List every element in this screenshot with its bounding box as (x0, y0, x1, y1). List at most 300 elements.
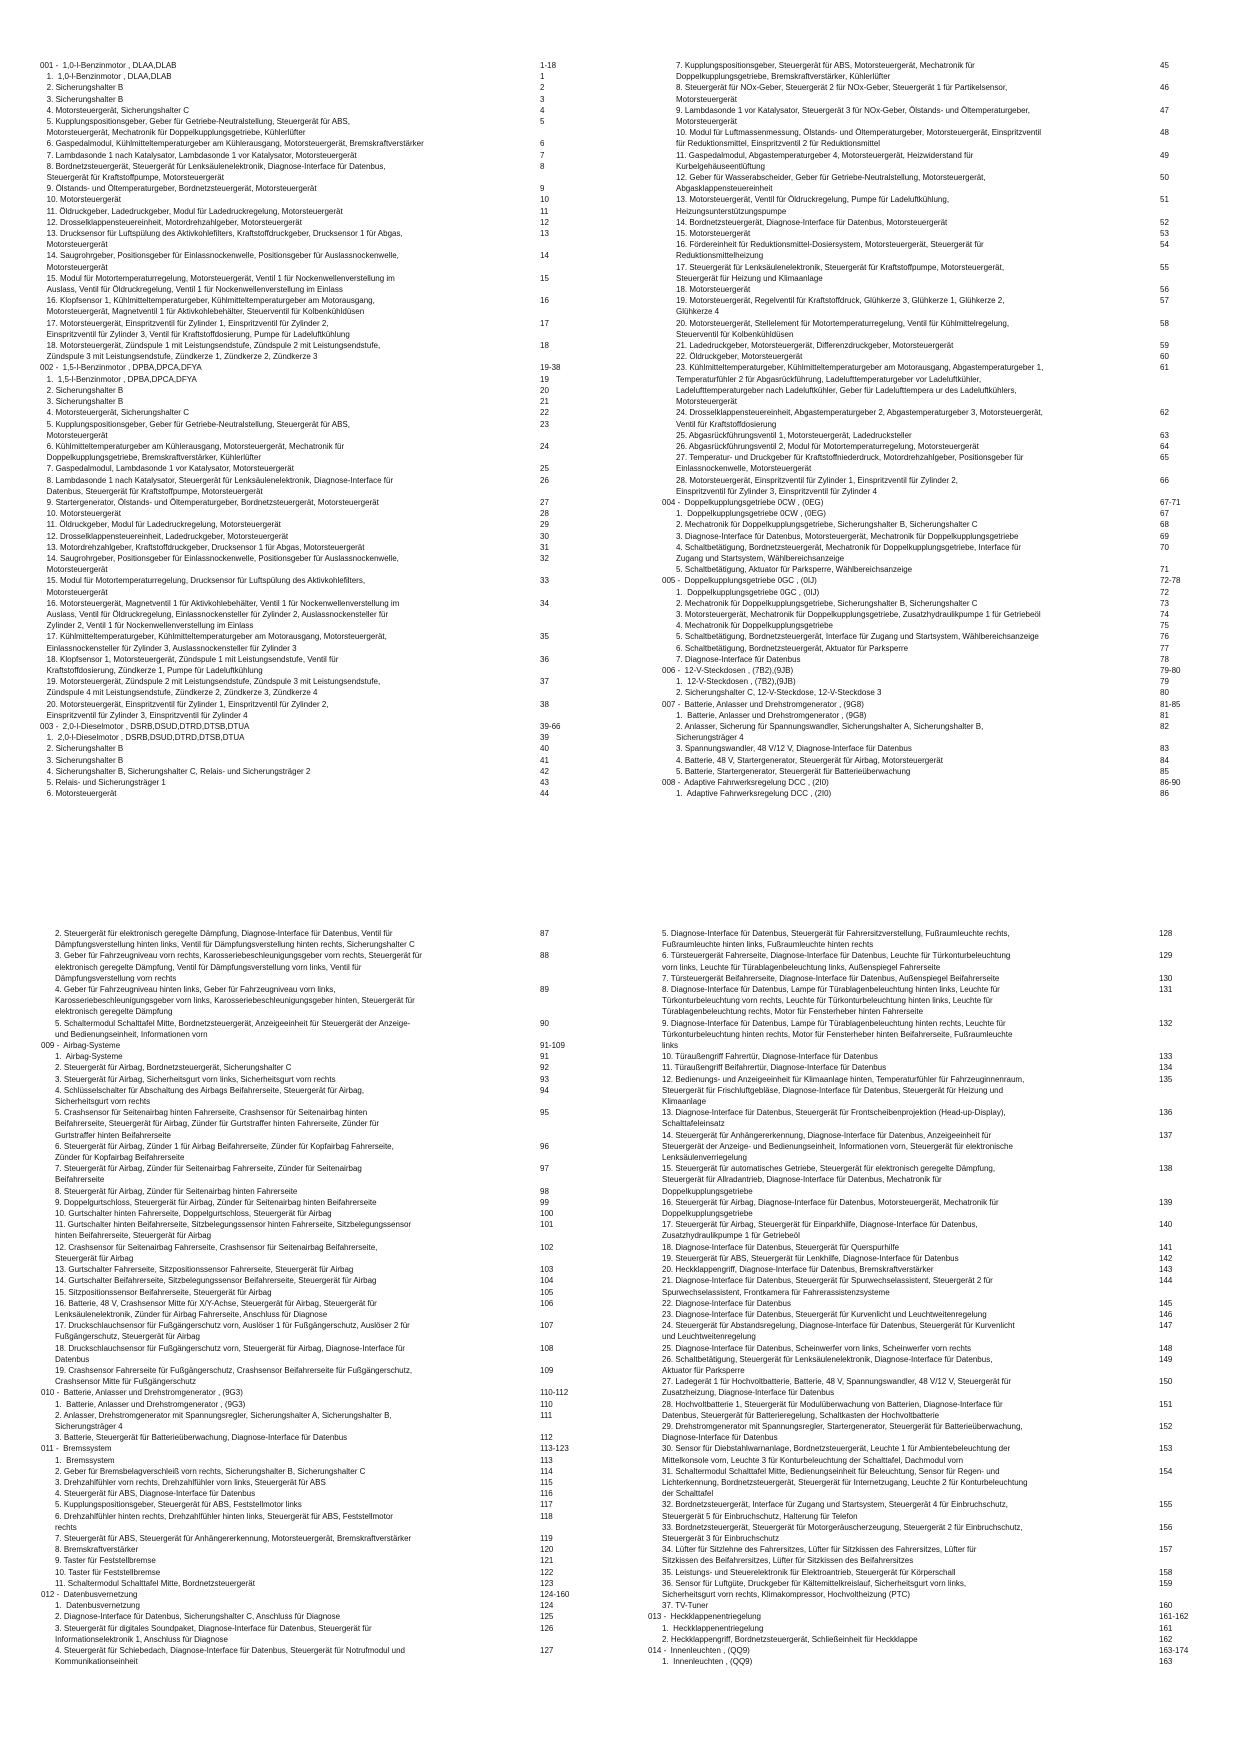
toc-entry-page: 14 (540, 251, 549, 261)
toc-entry-title: 2. Mechatronik für Doppelkupplungsgetriebe, Sicherungshalter B, Sicherungshalter C (676, 520, 978, 530)
toc-entry-page: 27 (540, 497, 549, 507)
toc-entry-page: 88 (540, 951, 549, 961)
toc-entry-page: 43 (540, 778, 549, 787)
toc-entry (662, 1623, 1201, 1634)
toc-entry-title: 2. Diagnose-Interface für Datenbus, Sicherungshalter C, Anschluss für Diagnose (55, 1612, 341, 1622)
toc-entry-page: 70 (1160, 542, 1169, 552)
toc-entry-title: 24. Steuergerät für Abstandsregelung, Diagnose-Interface für Datenbus, Steuergerät für Kurvenlicht und Leuchtweitenregelung (662, 1321, 1015, 1342)
toc-entry (676, 60, 1200, 82)
toc-entry (55, 1197, 580, 1208)
toc-entry (676, 239, 1200, 261)
toc-entry-title: 1. Datenbusvernetzung (55, 1601, 140, 1611)
toc-entry (662, 1544, 1201, 1566)
toc-entry (40, 788, 580, 799)
toc-entry (55, 1107, 580, 1141)
toc-entry-title: 3. Batterie, Steuergerät für Batterieüberwachung, Diagnose-Interface für Datenbus (55, 1433, 348, 1443)
toc-entry (662, 1298, 1201, 1309)
toc-entry (662, 699, 1200, 710)
toc-entry (40, 94, 580, 105)
toc-entry-title: 2. Geber für Bremsbelagverschleiß vorn rechts, Sicherungshalter B, Sicherungshalter C (55, 1466, 366, 1476)
toc-entry-page: 79 (1160, 677, 1169, 687)
toc-entry-page: 7 (540, 150, 545, 160)
toc-entry (55, 1511, 580, 1533)
toc-entry (40, 553, 580, 575)
toc-entry-title: 2. Steuergerät für Airbag, Bordnetzsteuergerät, Sicherungshalter C (55, 1063, 292, 1073)
toc-entry-title: 008 - Adaptive Fahrwerksregelung DCC , (2I0) (662, 778, 829, 787)
toc-entry-page: 157 (1159, 1545, 1173, 1555)
toc-entry-title: 011 - Bremssystem (41, 1444, 112, 1454)
toc-entry-title: 9. Startergenerator, Ölstands- und Öltemperaturgeber, Bordnetzsteuergerät, Motorsteuergerät (40, 497, 379, 507)
toc-entry-title: 5. Schaltbetätigung, Bordnetzsteuergerät, Interface für Zugang und Startsystem, Wählbereichsanzeige (676, 632, 1039, 642)
toc-entry (40, 463, 580, 474)
toc-entry (676, 217, 1200, 228)
toc-entry-page: 130 (1159, 973, 1173, 983)
toc-entry-page: 95 (540, 1108, 549, 1118)
toc-entry-title: 22. Diagnose-Interface für Datenbus (662, 1298, 791, 1308)
toc-entry-title: 012 - Datenbusvernetzung (41, 1589, 138, 1599)
toc-entry (662, 1309, 1201, 1320)
toc-entry-page: 162 (1159, 1634, 1173, 1644)
toc-entry-title: 004 - Doppelkupplungsgetriebe 0CW , (0EG) (662, 497, 824, 507)
toc-entry (662, 973, 1201, 984)
toc-entry-page: 90 (540, 1018, 549, 1028)
toc-entry (55, 1466, 580, 1477)
toc-entry-page: 107 (540, 1321, 554, 1331)
toc-entry-page: 72-78 (1160, 576, 1181, 586)
toc-entry-page: 139 (1159, 1197, 1173, 1207)
toc-entry-page: 40 (540, 744, 549, 754)
toc-block-top-left (40, 60, 580, 799)
toc-entry (55, 1141, 580, 1163)
toc-entry-title: 8. Bordnetzsteuergerät, Steuergerät für Lenksäulenelektronik, Diagnose-Interface für Datenbus, Steuergerät für Kraftstoffpumpe, Motorsteuergerät (46, 161, 386, 183)
toc-entry-page: 145 (1159, 1298, 1173, 1308)
toc-entry-title: 6. Motorsteuergerät (40, 789, 117, 799)
toc-entry-title: 2. Sicherungshalter C, 12-V-Steckdose, 12-V-Steckdose 3 (676, 688, 882, 698)
toc-entry-page: 30 (540, 531, 549, 541)
toc-entry-page: 29 (540, 520, 549, 530)
toc-entry (676, 407, 1200, 429)
toc-block-top-right (662, 60, 1200, 799)
toc-entry (676, 609, 1200, 620)
toc-entry (40, 362, 580, 373)
toc-entry-title: 15. Modul für Motortemperaturregelung, Motorsteuergerät, Ventil 1 für Nockenwellenverstellung im Auslass, Ventil für Öldruckregelung, Ventil 1 für Nockenwellenverstellung im Einlass (46, 273, 395, 295)
toc-entry-title: 25. Diagnose-Interface für Datenbus, Scheinwerfer vorn links, Scheinwerfer vorn rechts (662, 1343, 972, 1353)
toc-entry-page: 55 (1160, 262, 1169, 272)
toc-entry-title: 2. Sicherungshalter B (40, 385, 124, 395)
toc-entry (40, 396, 580, 407)
toc-entry-page: 75 (1160, 621, 1169, 631)
toc-entry (55, 1578, 580, 1589)
toc-entry (662, 1264, 1201, 1275)
toc-entry-title: 3. Drehzahlfühler vorn rechts, Drehzahlfühler vorn links, Steuergerät für ABS (55, 1477, 326, 1487)
toc-entry-title: 13. Drucksensor für Luftspülung des Aktivkohlefilters, Kraftstoffdruckgeber, Drucksensor 1 für Abgas, Motorsteuergerät (46, 229, 403, 250)
toc-entry-title: 37. TV-Tuner (662, 1601, 709, 1611)
toc-entry-page: 93 (540, 1074, 549, 1084)
toc-entry-title: 2. Heckklappengriff, Bordnetzsteuergerät, Schließeinheit für Heckklappe (662, 1634, 918, 1644)
toc-entry (40, 228, 580, 250)
toc-entry (676, 150, 1200, 172)
toc-entry (662, 1242, 1201, 1253)
toc-entry (662, 1443, 1201, 1465)
toc-entry-page: 33 (540, 576, 549, 586)
toc-entry-page: 41 (540, 755, 549, 765)
toc-entry-page: 156 (1159, 1522, 1173, 1532)
toc-entry-title: 19. Motorsteuergerät, Regelventil für Kraftstoffdruck, Glühkerze 3, Glühkerze 1, Glühkerze 2, Glühkerze 4 (676, 296, 1005, 317)
toc-entry-page: 10 (540, 195, 549, 205)
toc-entry-title: 4. Schaltbetätigung, Bordnetzsteuergerät, Mechatronik für Doppelkupplungsgetriebe, Interface für Zugang und Startsystem, Wählbereichsanzeige (676, 542, 1022, 563)
toc-entry-page: 54 (1160, 240, 1169, 250)
toc-entry (662, 950, 1201, 972)
toc-entry (55, 1600, 580, 1611)
toc-entry (676, 755, 1200, 766)
toc-entry-page: 132 (1159, 1018, 1173, 1028)
toc-entry-page: 106 (540, 1298, 554, 1308)
toc-entry-page: 89 (540, 985, 549, 995)
toc-entry-title: 1. Adaptive Fahrwerksregelung DCC , (2I0) (676, 789, 832, 799)
toc-entry (676, 508, 1200, 519)
toc-entry (662, 1130, 1201, 1164)
toc-entry-title: 14. Saugrohrgeber, Positionsgeber für Einlassnockenwelle, Positionsgeber für Auslassnockenwelle, Motorsteuergerät (46, 251, 399, 272)
toc-entry (55, 1410, 580, 1432)
toc-entry-page: 159 (1159, 1578, 1173, 1588)
toc-entry (676, 564, 1200, 575)
toc-entry (55, 1488, 580, 1499)
toc-entry-title: 21. Diagnose-Interface für Datenbus, Steuergerät für Spurwechselassistent, Steuergerät 2 für Spurwechselassistent, Frontkamera für Fahrerassistenzsysteme (662, 1276, 993, 1297)
toc-entry-title: 15. Sitzpositionssensor Beifahrerseite, Steuergerät für Airbag (55, 1287, 272, 1297)
toc-entry (40, 419, 580, 441)
toc-entry-title: 5. Schaltermodul Schalttafel Mitte, Bordnetzsteuergerät, Anzeigeeinheit für Steuergerät der Anzeige- und Bedienungseinheit, Informationen vorn (55, 1018, 411, 1039)
toc-entry-page: 105 (540, 1287, 554, 1297)
toc-entry-page: 32 (540, 553, 549, 563)
toc-entry (662, 1107, 1201, 1129)
toc-entry-page: 81-85 (1160, 699, 1181, 709)
toc-entry-page: 21 (540, 397, 549, 407)
toc-entry-page: 69 (1160, 531, 1169, 541)
toc-entry-page: 129 (1159, 951, 1173, 961)
toc-entry-title: 16. Steuergerät für Airbag, Diagnose-Interface für Datenbus, Motorsteuergerät, Mechatronik für Doppelkupplungsgetriebe (662, 1197, 999, 1219)
toc-entry-page: 42 (540, 766, 549, 776)
toc-entry-title: 013 - Heckklappenentriegelung (648, 1612, 761, 1622)
toc-entry-page: 28 (540, 509, 549, 519)
toc-entry-page: 53 (1160, 229, 1169, 239)
toc-entry-page: 101 (540, 1220, 554, 1230)
toc-entry-title: 18. Motorsteuergerät (676, 285, 751, 295)
toc-entry-page: 81 (1160, 710, 1169, 720)
toc-entry-page: 83 (1160, 744, 1169, 754)
toc-entry-title: 1. Heckklappenentriegelung (662, 1623, 764, 1633)
toc-entry (55, 1186, 580, 1197)
toc-entry (662, 1051, 1201, 1062)
toc-entry (40, 542, 580, 553)
toc-entry-title: 1. 1,5-l-Benzinmotor , DPBA,DPCA,DFYA (40, 374, 197, 384)
toc-entry (676, 631, 1200, 642)
toc-entry (662, 1018, 1201, 1052)
toc-entry-page: 22 (540, 408, 549, 418)
toc-entry (676, 430, 1200, 441)
toc-entry-title: 5. Kupplungspositionsgeber, Geber für Getriebe-Neutralstellung, Steuergerät für ABS, Motorsteuergerät, Mechatronik für Doppelkupplungsgetriebe, Kühlerlüfter (46, 117, 350, 138)
toc-entry-title: 5. Batterie, Startergenerator, Steuergerät für Batterieüberwachung (676, 766, 911, 776)
toc-entry-title: 2. Anlasser, Sicherung für Spannungswandler, Sicherungshalter A, Sicherungshalter B, Sicherungsträger 4 (676, 721, 984, 743)
toc-entry-title: 18. Diagnose-Interface für Datenbus, Steuergerät für Querspurhilfe (662, 1242, 900, 1252)
toc-entry-page: 23 (540, 419, 549, 429)
toc-entry-page: 84 (1160, 755, 1169, 765)
toc-entry-page: 111 (540, 1410, 553, 1420)
toc-entry-title: 4. Geber für Fahrzeugniveau hinten links, Geber für Fahrzeugniveau vorn links, Karosseriebeschleunigungsgeber vorn links, Karosseriebeschleunigungsgeber hinten, Steuergerät für elektronisch geregelte Dämpfung (55, 985, 415, 1017)
toc-entry-title: 12. Geber für Wasserabscheider, Geber für Getriebe-Neutralstellung, Motorsteuergerät, Abgasklappensteuereinheit (676, 173, 986, 194)
toc-entry-page: 128 (1159, 929, 1173, 938)
toc-entry-title: 4. Steuergerät für Schiebedach, Diagnose-Interface für Datenbus, Steuergerät für Notrufmodul und Kommunikationseinheit (55, 1646, 405, 1667)
toc-entry (662, 1466, 1201, 1500)
toc-entry-title: 6. Kühlmitteltemperaturgeber am Kühlerausgang, Motorsteuergerät, Mechatronik für Doppelkupplungsgetriebe, Bremskraftverstärker, Kühlerlüfter (46, 441, 345, 463)
toc-entry-title: 13. Gurtschalter Fahrerseite, Sitzpositionssensor Fahrerseite, Steuergerät für Airbag (55, 1265, 354, 1275)
toc-entry (55, 1085, 580, 1107)
toc-entry (40, 318, 580, 340)
toc-entry-page: 3 (540, 94, 545, 104)
toc-entry-page: 117 (540, 1500, 553, 1510)
toc-entry-page: 100 (540, 1209, 554, 1219)
toc-entry-page: 13 (540, 229, 549, 239)
toc-entry-title: 35. Leistungs- und Steuerelektronik für Elektroantrieb, Steuergerät für Körperschall (662, 1567, 956, 1577)
toc-entry-title: 11. Gaspedalmodul, Abgastemperaturgeber 4, Motorsteuergerät, Heizwiderstand für Kurbelgehäuseentlüftung (676, 150, 974, 171)
toc-entry-page: 151 (1159, 1399, 1173, 1409)
toc-entry-title: 1. 2,0-l-Dieselmotor , DSRB,DSUD,DTRD,DTSB,DTUA (40, 733, 245, 743)
toc-entry-page: 109 (540, 1365, 554, 1375)
toc-entry-title: 7. Türsteuergerät Beifahrerseite, Diagnose-Interface für Datenbus, Außenspiegel Beifahrerseite (662, 973, 1000, 983)
toc-entry (40, 273, 580, 295)
toc-entry-title: 6. Gaspedalmodul, Kühlmitteltemperaturgeber am Kühlerausgang, Motorsteuergerät, Bremskraftverstärker (40, 139, 424, 149)
toc-entry (55, 1320, 580, 1342)
toc-entry-title: 4. Sicherungshalter B, Sicherungshalter C, Relais- und Sicherungsträger 2 (40, 766, 311, 776)
toc-entry (40, 508, 580, 519)
toc-entry (41, 1589, 580, 1600)
toc-entry (676, 127, 1200, 149)
toc-entry (40, 475, 580, 497)
toc-entry-page: 115 (540, 1477, 553, 1487)
toc-entry (55, 1567, 580, 1578)
toc-entry-page: 59 (1160, 341, 1169, 351)
toc-entry-title: 19. Motorsteuergerät, Zündspule 2 mit Leistungsendstufe, Zündspule 3 mit Leistungsendstufe, Zündspule 4 mit Leistungsendstufe, Zündkerze 2, Zündkerze 3, Zündkerze 4 (46, 677, 381, 698)
toc-entry-title: 3. Spannungswandler, 48 V/12 V, Diagnose-Interface für Datenbus (676, 744, 912, 754)
toc-entry-page: 116 (540, 1489, 553, 1499)
toc-entry-page: 25 (540, 464, 549, 474)
toc-entry-title: 29. Drehstromgenerator mit Spannungsregler, Startergenerator, Steuergerät für Batterieüberwachung, Diagnose-Interface für Datenbus (662, 1421, 1023, 1443)
toc-entry-title: 19. Crashsensor Fahrerseite für Fußgängerschutz, Crashsensor Beifahrerseite für Fußgängerschutz, Crashsensor Mitte für Fußgängerschutz (55, 1365, 413, 1387)
toc-entry (55, 1623, 580, 1645)
toc-entry-title: 2. Anlasser, Drehstromgenerator mit Spannungsregler, Sicherungshalter A, Sicherungshalter B, Sicherungsträger 4 (55, 1410, 392, 1431)
toc-entry-title: 5. Kupplungspositionsgeber, Geber für Getriebe-Neutralstellung, Steuergerät für ABS, Motorsteuergerät (46, 419, 350, 440)
toc-entry (676, 362, 1200, 407)
toc-entry (40, 250, 580, 272)
toc-entry-title: 18. Klopfsensor 1, Motorsteuergerät, Zündspule 1 mit Leistungsendstufe, Ventil für Kraftstoffdosierung, Zündkerze 1, Pumpe für Ladeluftkühlung (46, 654, 339, 675)
toc-entry-page: 82 (1160, 721, 1169, 731)
toc-entry-title: 20. Heckklappengriff, Diagnose-Interface für Datenbus, Bremskraftverstärker (662, 1265, 934, 1275)
toc-entry-page: 147 (1159, 1321, 1173, 1331)
toc-entry-title: 6. Steuergerät für Airbag, Zünder 1 für Airbag Beifahrerseite, Zünder für Kopfairbag Fahrerseite, Zünder für Kopfairbag Beifahrerseite (55, 1141, 394, 1163)
toc-entry-title: 014 - Innenleuchten , (QQ9) (648, 1646, 750, 1655)
toc-entry-title: 16. Fördereinheit für Reduktionsmittel-Dosiersystem, Motorsteuergerät, Steuergerät für Reduktionsmittelheizung (676, 240, 984, 261)
toc-entry (55, 1018, 580, 1040)
toc-entry-page: 113-123 (540, 1444, 569, 1454)
toc-entry-title: 10. Motorsteuergerät (40, 195, 121, 205)
toc-entry-page: 19 (540, 374, 549, 384)
toc-entry (55, 1219, 580, 1241)
toc-entry-title: 3. Steuergerät für digitales Soundpaket, Diagnose-Interface für Datenbus, Steuergerät für Informationselektronik 1, Anschluss für Diagnose (55, 1623, 372, 1644)
toc-entry-title: 34. Lüfter für Sitzlehne des Fahrersitzes, Lüfter für Sitzkissen des Fahrersitzes, Lüfter für Sitzkissen des Beifahrersitzes, Lüfter für Sitzkissen des Beifahrersitzes (662, 1545, 977, 1566)
toc-entry-title: 30. Sensor für Diebstahlwarnanlage, Bordnetzsteuergerät, Leuchte 1 für Ambientebeleuchtung der Mittelkonsole vorn, Leuchte 3 für Konturbeleuchtung der Schalttafel, Dachmodul vorn (662, 1444, 1011, 1465)
toc-entry-title: 005 - Doppelkupplungsgetriebe 0GC , (0IJ) (662, 576, 817, 586)
toc-entry (662, 1376, 1201, 1398)
toc-entry-title: 009 - Airbag-Systeme (41, 1041, 121, 1051)
toc-entry-page: 99 (540, 1197, 549, 1207)
toc-entry (40, 206, 580, 217)
toc-entry (676, 284, 1200, 295)
toc-entry-page: 47 (1160, 105, 1169, 115)
toc-entry (662, 1634, 1201, 1645)
toc-entry-title: 16. Batterie, 48 V, Crashsensor Mitte für X/Y-Achse, Steuergerät für Airbag, Steuergerät für Lenksäulenelektronik, Zünder für Airbag Fahrerseite, Anschluss für Diagnose (55, 1298, 377, 1319)
toc-entry-page: 110-112 (540, 1388, 569, 1398)
toc-entry (55, 984, 580, 1018)
toc-entry-page: 91 (540, 1052, 549, 1062)
toc-entry-title: 10. Taster für Feststellbremse (55, 1567, 161, 1577)
toc-entry-title: 1. Doppelkupplungsgetriebe 0CW , (0EG) (676, 509, 826, 519)
toc-entry-title: 20. Motorsteuergerät, Einspritzventil für Zylinder 1, Einspritzventil für Zylinder 2, Einspritzventil für Zylinder 3, Einspritzventil für Zylinder 4 (46, 699, 329, 720)
toc-entry (55, 1062, 580, 1073)
toc-entry-title: 007 - Batterie, Anlasser und Drehstromgenerator , (9G8) (662, 699, 864, 709)
toc-entry-page: 35 (540, 632, 549, 642)
toc-entry-title: 2. Sicherungshalter B (40, 83, 124, 93)
toc-entry (40, 575, 580, 597)
toc-entry (40, 116, 580, 138)
toc-entry-title: 17. Druckschlauchsensor für Fußgängerschutz vorn, Auslöser 1 für Fußgängerschutz, Auslöser 2 für Fußgängerschutz, Steuergerät für Airbag (55, 1321, 410, 1342)
toc-entry-page: 161 (1159, 1623, 1173, 1633)
toc-entry-title: 13. Motorsteuergerät, Ventil für Öldruckregelung, Pumpe für Ladeluftkühlung, Heizungsunterstützungspumpe (676, 195, 950, 216)
toc-entry-title: 8. Steuergerät für NOx-Geber, Steuergerät 2 für NOx-Geber, Steuergerät 1 für Partikelsensor, Motorsteuergerät (676, 83, 1008, 104)
toc-entry-page: 118 (540, 1511, 553, 1521)
toc-entry (676, 441, 1200, 452)
toc-entry (662, 1062, 1201, 1073)
toc-entry-page: 114 (540, 1466, 553, 1476)
toc-block-bottom-left (41, 928, 580, 1667)
toc-entry-title: 9. Doppelgurtschloss, Steuergerät für Airbag, Zünder für Seitenairbag hinten Beifahrerseite (55, 1197, 377, 1207)
toc-entry-title: 5. Kupplungspositionsgeber, Steuergerät für ABS, Feststellmotor links (55, 1500, 302, 1510)
toc-entry-title: 25. Abgasrückführungsventil 1, Motorsteuergerät, Ladedrucksteller (676, 430, 912, 440)
toc-entry (55, 1499, 580, 1510)
toc-entry-page: 124-160 (540, 1589, 570, 1599)
toc-entry-title: 010 - Batterie, Anlasser und Drehstromgenerator , (9G3) (41, 1388, 243, 1398)
toc-entry-page: 122 (540, 1567, 554, 1577)
toc-entry-title: 10. Gurtschalter hinten Fahrerseite, Doppelgurtschloss, Steuergerät für Airbag (55, 1209, 332, 1219)
toc-entry (676, 340, 1200, 351)
toc-entry (662, 1499, 1201, 1521)
toc-entry-title: 3. Diagnose-Interface für Datenbus, Motorsteuergerät, Mechatronik für Doppelkupplungsgetriebe (676, 531, 1019, 541)
toc-entry-page: 45 (1160, 61, 1169, 70)
toc-entry-page: 36 (540, 654, 549, 664)
toc-entry-title: 16. Motorsteuergerät, Magnetventil 1 für Aktivkohlebehälter, Ventil 1 für Nockenwellenverstellung im Auslass, Ventil für Öldruckregelung, Einlassnockensteller für Zylinder 2, Auslassnockensteller für Zylinder 2, Ventil 1 für Nockenwellenverstellung im Einlass (46, 598, 400, 631)
toc-entry-title: 15. Steuergerät für automatisches Getriebe, Steuergerät für elektronisch geregelte Dämpfung, Steuergerät für Allradantrieb, Diagnose-Interface für Datenbus, Mechatronik für Doppelkupplungsgetriebe (662, 1164, 996, 1196)
toc-entry-title: 3. Sicherungshalter B (40, 397, 124, 407)
toc-entry-page: 126 (540, 1623, 554, 1633)
toc-entry-page: 39-66 (540, 721, 561, 731)
toc-entry (676, 788, 1200, 799)
toc-entry (676, 262, 1200, 284)
toc-entry (55, 1242, 580, 1264)
toc-entry (676, 542, 1200, 564)
toc-entry-page: 15 (540, 273, 549, 283)
toc-entry-title: 7. Steuergerät für Airbag, Zünder für Seitenairbag Fahrerseite, Zünder für Seitenairbag Beifahrerseite (55, 1164, 362, 1185)
toc-entry-title: 15. Motorsteuergerät (676, 229, 751, 239)
toc-entry-page: 2 (540, 83, 545, 93)
toc-entry (55, 1555, 580, 1566)
toc-entry (662, 497, 1200, 508)
toc-entry (662, 1354, 1201, 1376)
toc-entry-page: 154 (1159, 1466, 1173, 1476)
toc-entry (40, 732, 580, 743)
toc-entry-page: 119 (540, 1533, 553, 1543)
toc-entry-page: 96 (540, 1141, 549, 1151)
toc-entry-title: 8. Diagnose-Interface für Datenbus, Lampe für Türablagenbeleuchtung hinten links, Leuchte für Türkonturbeleuchtung vorn rechts, Leuchte für Türkonturbeleuchtung hinten links, Leuchte für Türablagenbeleuchtung rechts, Motor für Fensterheber hinten Fahrerseite (662, 985, 1000, 1017)
toc-entry-page: 85 (1160, 766, 1169, 776)
toc-entry (676, 643, 1200, 654)
toc-entry-title: 13. Diagnose-Interface für Datenbus, Steuergerät für Frontscheibenprojektion (Head-up-Display), Schalttafeleinsatz (662, 1108, 1006, 1129)
toc-entry-page: 19-38 (540, 363, 561, 373)
toc-entry-title: 1. Innenleuchten , (QQ9) (662, 1657, 753, 1667)
toc-entry (40, 531, 580, 542)
toc-entry (55, 1287, 580, 1298)
toc-entry (40, 105, 580, 116)
toc-entry-title: 11. Schaltermodul Schalttafel Mitte, Bordnetzsteuergerät (55, 1578, 255, 1588)
toc-entry-title: 28. Hochvoltbatterie 1, Steuergerät für Modulüberwachung von Batterien, Diagnose-Interface für Datenbus, Steuergerät für Batterieregelung, Schaltkasten der Hochvoltbatterie (662, 1399, 1003, 1420)
toc-entry (40, 161, 580, 183)
toc-entry-page: 152 (1159, 1421, 1173, 1431)
toc-entry (662, 1421, 1201, 1443)
toc-entry-title: 3. Geber für Fahrzeugniveau vorn rechts, Karosseriebeschleunigungsgeber vorn rechts, Steuergerät für elektronisch geregelte Dämpfung, Ventil für Dämpfungsverstellung vorn links, Ventil für Dämpfungsverstellung vorn rechts (55, 951, 422, 983)
toc-entry-page: 80 (1160, 688, 1169, 698)
toc-entry-page: 148 (1159, 1343, 1173, 1353)
toc-entry-title: 9. Taster für Feststellbremse (55, 1556, 156, 1566)
toc-entry-title: 2. Sicherungshalter B (40, 744, 124, 754)
toc-entry-page: 62 (1160, 408, 1169, 418)
toc-entry-page: 20 (540, 385, 549, 395)
toc-entry (40, 676, 580, 698)
toc-entry (40, 631, 580, 653)
toc-entry (55, 1365, 580, 1387)
toc-entry-title: 4. Batterie, 48 V, Startergenerator, Steuergerät für Airbag, Motorsteuergerät (676, 755, 943, 765)
toc-entry-title: 10. Motorsteuergerät (40, 509, 121, 519)
toc-entry-page: 125 (540, 1612, 554, 1622)
toc-entry (676, 228, 1200, 239)
toc-entry-page: 86 (1160, 789, 1169, 799)
toc-entry-page: 6 (540, 139, 545, 149)
toc-entry-page: 135 (1159, 1074, 1173, 1084)
toc-entry-page: 113 (540, 1455, 553, 1465)
toc-entry (41, 1387, 580, 1398)
toc-entry-title: 11. Öldruckgeber, Modul für Ladedruckregelung, Motorsteuergerät (40, 520, 281, 530)
toc-entry-page: 141 (1159, 1242, 1173, 1252)
toc-entry (40, 340, 580, 362)
toc-entry-page: 143 (1159, 1265, 1173, 1275)
toc-entry (676, 710, 1200, 721)
toc-entry (676, 452, 1200, 474)
toc-entry-page: 37 (540, 677, 549, 687)
toc-entry-title: 17. Kühlmitteltemperaturgeber, Kühlmitteltemperaturgeber am Motorausgang, Motorsteuergerät, Einlassnockensteller für Zylinder 3, Auslassnockensteller für Zylinder 3 (46, 632, 387, 653)
toc-entry (40, 755, 580, 766)
toc-entry-page: 146 (1159, 1309, 1173, 1319)
toc-entry (662, 665, 1200, 676)
toc-entry (662, 1567, 1201, 1578)
toc-entry-title: 17. Steuergerät für Airbag, Steuergerät für Einparkhilfe, Diagnose-Interface für Datenbus, Zusatzhydraulikpumpe 1 für Getriebeöl (662, 1220, 978, 1241)
toc-entry-title: 14. Steuergerät für Anhängererkennung, Diagnose-Interface für Datenbus, Anzeigeeinheit für Steuergerät der Anzeige- und Bedienungseinheit, Informationen vorn, Steuergerät für elektronische Lenksäulenverriegelung (662, 1130, 1013, 1163)
toc-entry (676, 620, 1200, 631)
